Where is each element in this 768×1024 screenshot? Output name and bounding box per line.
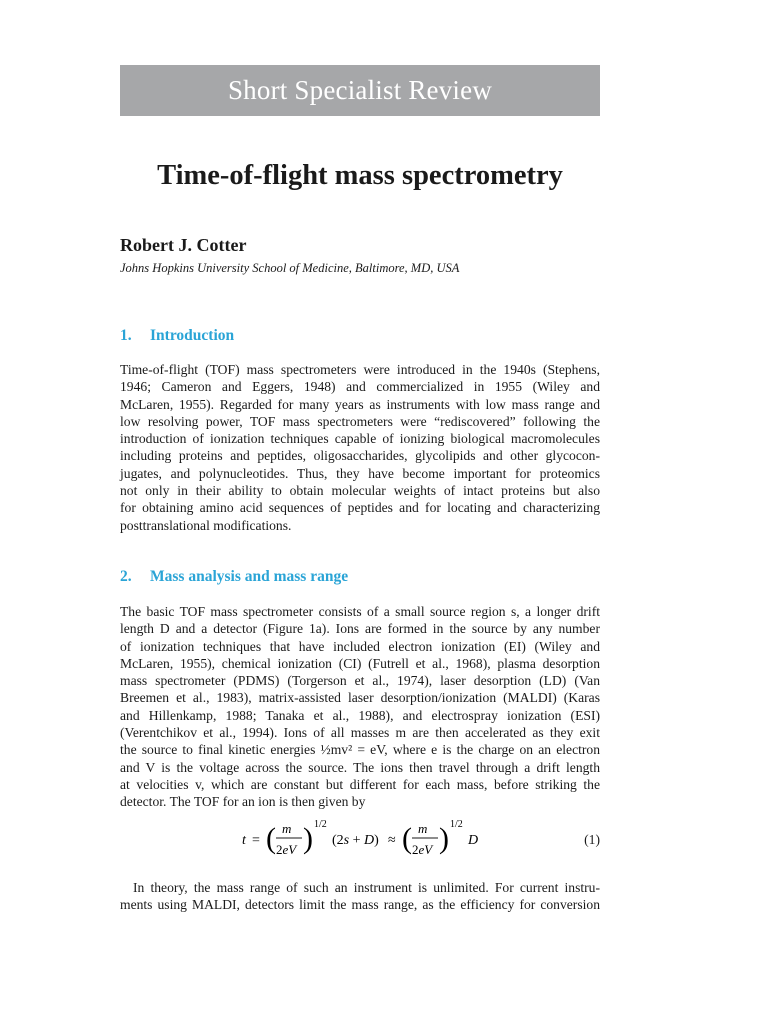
section-title: Mass analysis and mass range [150,568,349,585]
text-line: for obtaining amino acid sequences of peptides and for locating and characterizing [120,500,600,516]
section-number: 2. [120,568,132,585]
section-heading-mass-analysis [120,568,348,586]
author-name: Robert J. Cotter [120,235,247,255]
text-line: the source to final kinetic energies ½mv² = eV, where e is the charge on an electron [120,742,600,758]
text-line: Breemen et al., 1983), matrix-assisted laser desorption/ionization (MALDI) (Karas [120,690,600,706]
author-affiliation: Johns Hopkins University School of Medicine, Baltimore, MD, USA [120,261,460,275]
svg-text:(2s + D): (2s + D) [332,833,379,848]
svg-text:=: = [252,833,260,848]
text-line: McLaren, 1955). Regarded for many years as instruments with low mass range and [120,396,600,412]
svg-text:t: t [242,833,246,848]
svg-text:1/2: 1/2 [450,819,463,830]
text-line: posttranslational modifications. [120,517,292,533]
text-line: 1946; Cameron and Eggers, 1948) and commercialized in 1955 (Wiley and [120,379,600,395]
equation-number: (1) [584,832,600,847]
svg-text:m: m [418,821,428,836]
text-line: McLaren, 1955), chemical ionization (CI) (Futrell et al., 1968), plasma desorption [120,655,600,671]
text-line: jugates, and polynucleotides. Thus, they have become important for proteomics [120,465,600,481]
mass-range-paragraph [120,879,600,914]
text-line: detector. The TOF for an ion is then given by [120,794,366,810]
svg-text:): ) [303,822,313,855]
svg-text:2eV: 2eV [276,842,297,857]
text-line: including proteins and peptides, oligosaccharides, glycolipids and other glycocon- [120,448,600,464]
introduction-paragraph [120,361,600,534]
text-line: introduction of ionization techniques capable of ionizing biological macromolecules [120,431,600,447]
section-title: Introduction [150,327,235,344]
text-line: (Verentchikov et al., 1994). Ions of all masses m are then accelerated as they exit [120,725,600,741]
section-heading-introduction [120,327,234,345]
svg-text:(: ( [402,822,412,855]
section-number: 1. [120,327,132,344]
text-line: and Hillenkamp, 1988; Tanaka et al., 1988), and electrospray ionization (ESI) [120,707,600,723]
equation-1 [120,818,600,862]
svg-text:≈: ≈ [388,833,396,848]
svg-text:m: m [282,821,292,836]
svg-text:D: D [468,833,479,848]
text-line: of ionization techniques that have included electron ionization (EI) (Wiley and [120,638,600,654]
review-type-banner [120,65,600,116]
text-line: Time-of-flight (TOF) mass spectrometers were introduced in the 1940s (Stephens, [120,362,600,377]
mass-analysis-paragraph [120,603,600,811]
text-line: and V is the voltage across the source. The ions then travel through a drift length [120,759,600,775]
text-line: low resolving power, TOF mass spectrometers were “rediscovered” following the [120,413,600,429]
svg-text:2eV: 2eV [412,842,433,857]
text-line: The basic TOF mass spectrometer consists of a small source region s, a longer drift [120,604,600,619]
equation-formula [240,818,500,862]
svg-text:): ) [439,822,449,855]
text-line: ments using MALDI, detectors limit the mass range, as the efficiency for conversion [120,897,600,913]
svg-text:(: ( [266,822,276,855]
article-title: Time-of-flight mass spectrometry [157,160,563,191]
text-line: mass spectrometer (PDMS) (Torgerson et al., 1974), laser desorption (LD) (Van [120,673,600,689]
text-line: In theory, the mass range of such an instrument is unlimited. For current instru- [133,880,600,895]
text-line: not only in their ability to obtain molecular weights of intact proteins but also [120,483,600,499]
svg-text:1/2: 1/2 [314,819,327,830]
text-line: length D and a detector (Figure 1a). Ions are formed in the source by any number [120,621,600,637]
text-line: at velocities v, which are constant but different for each mass, before striking the [120,776,600,792]
banner-text: Short Specialist Review [227,75,493,105]
